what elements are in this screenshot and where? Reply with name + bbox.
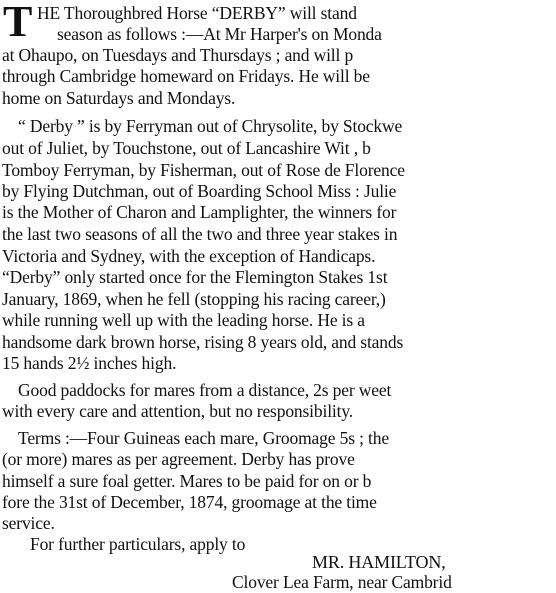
ad-line-18: Good paddocks for mares from a distance, 2s per weet: [18, 380, 392, 400]
ad-line-2: season as follows :—At Mr Harper's on Monda: [57, 24, 382, 44]
ad-line-1: HE Thoroughbred Horse “DERBY” will stand: [37, 3, 357, 23]
ad-line-6: “ Derby ” is by Ferryman out of Chrysolite, by Stockwe: [18, 116, 403, 136]
ad-line-16: handsome dark brown horse, rising 8 years old, and stands: [2, 332, 404, 352]
ad-line-13: “Derby” only started once for the Flemington Stakes 1st: [2, 267, 388, 287]
drop-cap: T: [3, 0, 33, 46]
ad-line-20: Terms :—Four Guineas each mare, Groomage 5s ; the: [18, 428, 389, 448]
ad-line-14: January, 1869, when he fell (stopping his racing career,): [2, 289, 386, 309]
ad-line-10: is the Mother of Charon and Lamplighter, the winners for: [2, 202, 397, 222]
ad-line-24: service.: [2, 513, 55, 533]
ad-line-15: while running well up with the leading horse. He is a: [2, 310, 365, 330]
contact-address: Clover Lea Farm, near Cambrid: [232, 572, 452, 592]
ad-line-23: fore the 31st of December, 1874, groomage at the time: [2, 492, 377, 512]
ad-line-9: by Flying Dutchman, out of Boarding School Miss : Julie: [2, 181, 397, 201]
contact-name: MR. HAMILTON,: [312, 552, 446, 572]
ad-line-11: the last two seasons of all the two and three year stakes in: [2, 224, 398, 244]
ad-line-12: Victoria and Sydney, with the exception of Handicaps.: [2, 246, 376, 266]
ad-line-21: (or more) mares as per agreement. Derby has prove: [2, 449, 355, 469]
ad-line-4: through Cambridge homeward on Fridays. He will be: [2, 66, 370, 86]
ad-line-25: For further particulars, apply to: [30, 534, 246, 554]
ad-line-7: out of Juliet, by Touchstone, out of Lancashire Wit , b: [2, 138, 371, 158]
ad-line-5: home on Saturdays and Mondays.: [2, 88, 236, 108]
ad-line-17: 15 hands 2½ inches high.: [2, 353, 177, 373]
ad-line-3: at Ohaupo, on Tuesdays and Thursdays ; and will p: [2, 45, 354, 65]
ad-line-19: with every care and attention, but no responsibility.: [2, 401, 354, 421]
ad-line-8: Tomboy Ferryman, by Fisherman, out of Rose de Florence: [2, 160, 405, 180]
ad-line-22: himself a sure foal getter. Mares to be paid for on or b: [2, 471, 372, 491]
